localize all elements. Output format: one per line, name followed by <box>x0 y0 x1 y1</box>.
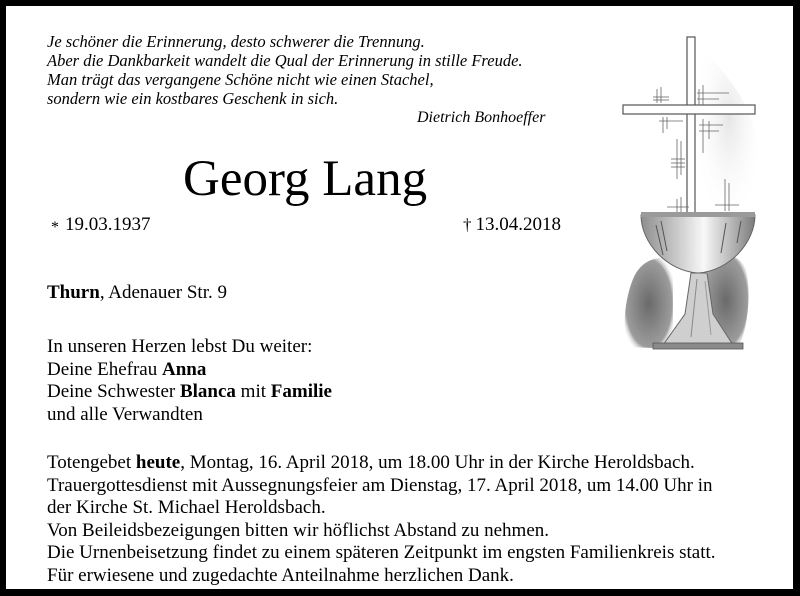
mourner-wife <box>47 359 332 382</box>
deceased-name: Georg Lang <box>183 151 428 207</box>
service-info-line1: Trauergottesdienst mit Aussegnungsfeier am Dienstag, 17. April 2018, um 14.00 Uhr in <box>47 474 713 496</box>
prayer-info <box>47 452 716 475</box>
service-info-block <box>47 452 716 587</box>
mourners-relatives: und alle Verwandten <box>47 403 203 425</box>
address-town: Thurn <box>47 282 100 303</box>
mourners-intro: In unseren Herzen lebst Du weiter: <box>47 336 313 357</box>
prayer-prefix: Totengebet <box>47 452 136 473</box>
quote-line: Je schöner die Erinnerung, desto schwerer die Trennung. <box>47 32 425 51</box>
quote-line: Man trägt das vergangene Schöne nicht wie einen Stachel, <box>47 70 434 89</box>
death-date: 13.04.2018 <box>475 214 561 235</box>
death-dagger-icon: † <box>463 215 472 234</box>
address-separator: , <box>99 282 109 303</box>
condolences-note: Von Beileidsbezeigungen bitten wir höflichst Abstand zu nehmen. <box>47 519 549 541</box>
mourner-sister-family: Familie <box>270 381 332 402</box>
mourner-wife-label: Deine Ehefrau <box>47 358 162 380</box>
birth-date: 19.03.1937 <box>65 214 151 235</box>
quote-author: Dietrich Bonhoeffer <box>417 109 546 126</box>
mourners-block <box>47 336 332 426</box>
address <box>47 282 227 304</box>
burial-note: Die Urnenbeisetzung findet zu einem späteren Zeitpunkt im engsten Familienkreis statt. <box>47 542 716 563</box>
mourner-sister-name: Blanca <box>179 381 236 402</box>
quote-line: Aber die Dankbarkeit wandelt die Qual der Erinnerung in stille Freude. <box>47 51 523 70</box>
service-info-line2: der Kirche St. Michael Heroldsbach. <box>47 497 326 518</box>
address-street: Adenauer Str. 9 <box>108 282 227 303</box>
death-date-block <box>463 214 561 236</box>
birth-star-icon: * <box>51 219 59 236</box>
thanks-note: Für erwiesene und zugedachte Anteilnahme herzlichen Dank. <box>47 564 514 586</box>
bonhoeffer-quote <box>47 32 523 108</box>
mourner-sister-mid: mit <box>235 381 271 402</box>
prayer-details: , Montag, 16. April 2018, um 18.00 Uhr in der Kirche Heroldsbach. <box>180 452 695 473</box>
prayer-today: heute <box>135 452 181 473</box>
birth-date-block <box>51 214 151 236</box>
quote-line: sondern wie ein kostbares Geschenk in sich. <box>47 89 339 108</box>
mourner-wife-name: Anna <box>162 358 207 380</box>
cross-and-chalice-icon <box>611 29 761 359</box>
mourner-sister <box>47 381 332 404</box>
mourner-sister-label: Deine Schwester <box>47 381 180 402</box>
